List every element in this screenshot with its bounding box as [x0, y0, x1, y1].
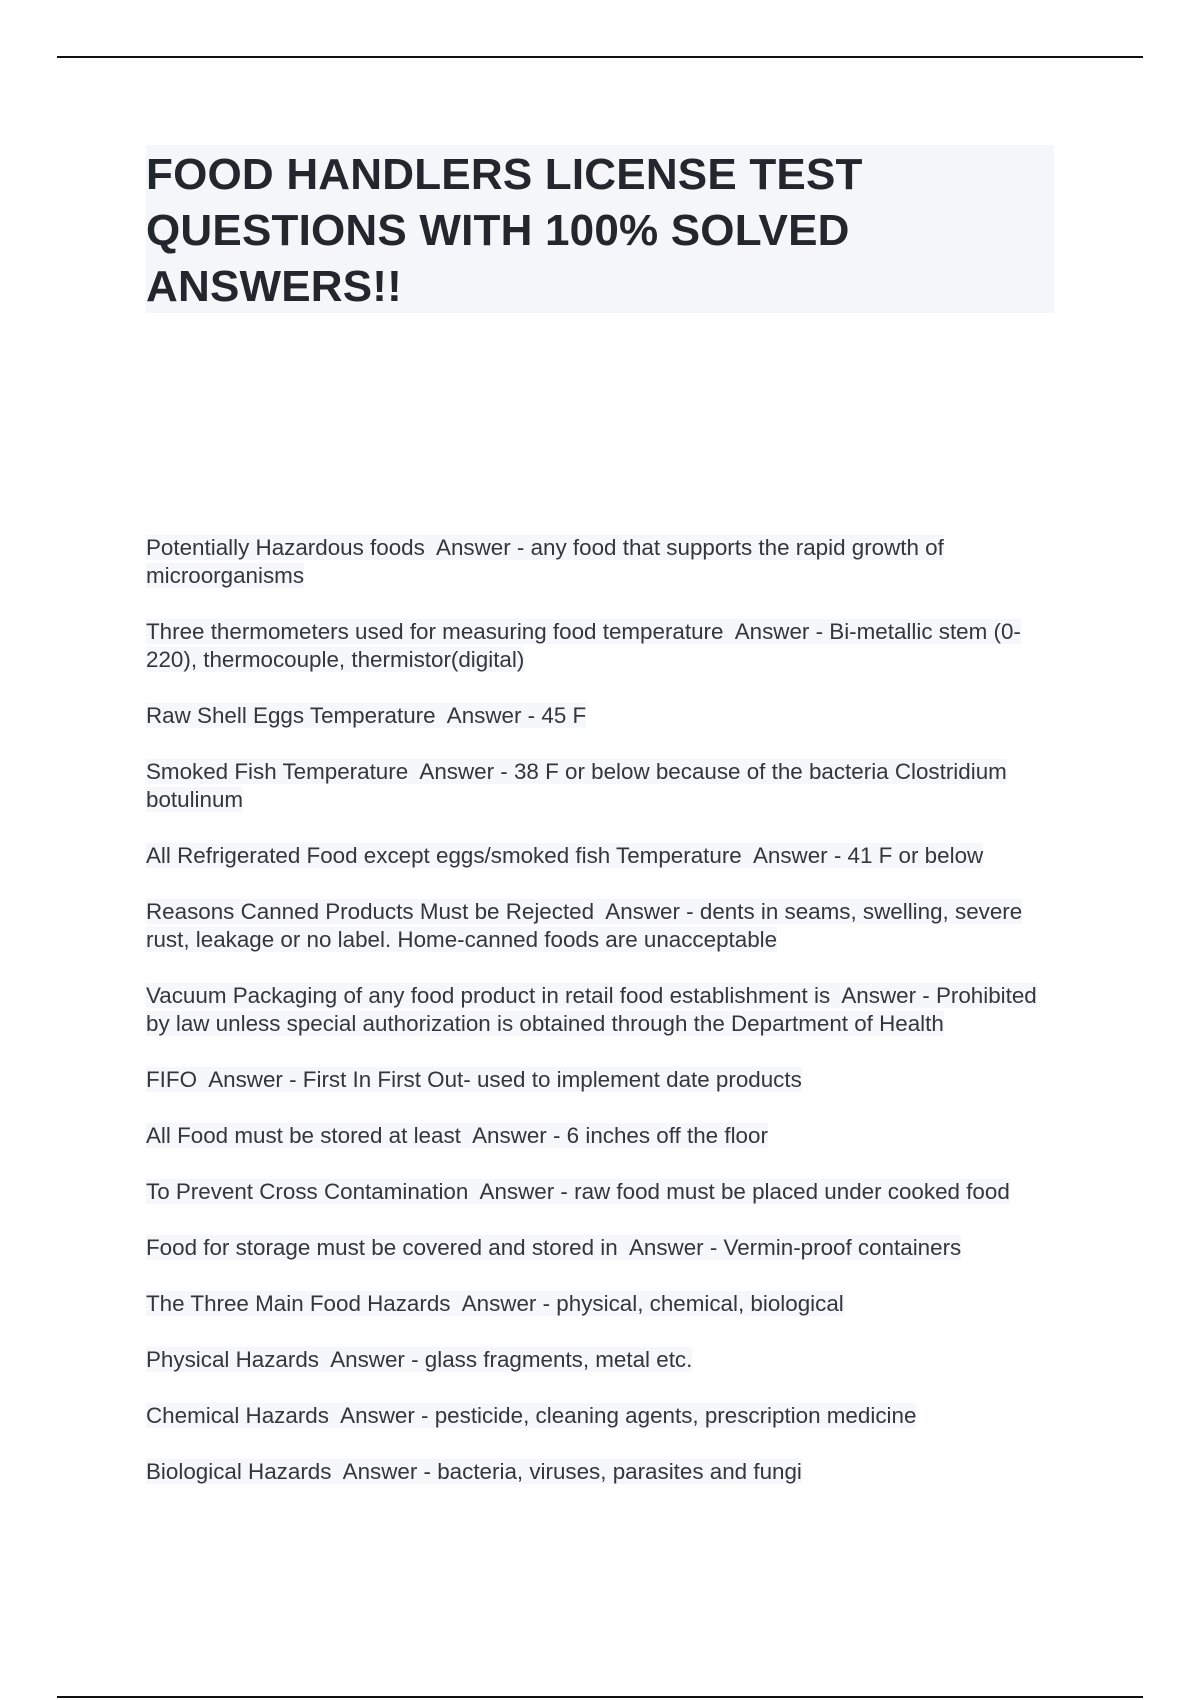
answer-text: Prohibited by law unless special authorization is obtained through the Department of Health: [146, 983, 1037, 1036]
question-text: Raw Shell Eggs Temperature: [146, 703, 436, 728]
answer-text: glass fragments, metal etc.: [424, 1347, 693, 1372]
top-rule: [57, 56, 1143, 58]
qa-item: [146, 898, 1056, 954]
question-text: Physical Hazards: [146, 1347, 319, 1372]
question-text: To Prevent Cross Contamination: [146, 1179, 469, 1204]
qa-item: [146, 534, 1056, 590]
qa-item: [146, 982, 1056, 1038]
document-title: FOOD HANDLERS LICENSE TEST QUESTIONS WITH 100% SOLVED ANSWERS!!: [146, 150, 863, 311]
answer-label: Answer -: [436, 535, 525, 560]
qa-item: [146, 618, 1056, 674]
question-text: Chemical Hazards: [146, 1403, 329, 1428]
qa-item: [146, 1402, 1056, 1430]
answer-label: Answer -: [734, 619, 824, 644]
answer-label: Answer -: [628, 1235, 718, 1260]
answer-text: 41 F or below: [847, 843, 984, 868]
question-text: Biological Hazards: [146, 1459, 332, 1484]
answer-label: Answer -: [342, 1459, 431, 1484]
answer-label: Answer -: [446, 703, 536, 728]
answer-text: raw food must be placed under cooked food: [574, 1179, 1010, 1204]
answer-text: Vermin-proof containers: [723, 1235, 962, 1260]
answer-text: 38 F or below because of the bacteria Clostridium botulinum: [146, 759, 1007, 812]
qa-item: [146, 1066, 1056, 1094]
qa-list: [146, 534, 1066, 1514]
question-text: FIFO: [146, 1067, 197, 1092]
question-text: Potentially Hazardous foods: [146, 535, 425, 560]
qa-item: [146, 758, 1056, 814]
answer-text: First In First Out- used to implement date products: [302, 1067, 802, 1092]
answer-text: any food that supports the rapid growth of microorganisms: [146, 535, 944, 588]
qa-item: [146, 1122, 1056, 1150]
title-block: [146, 145, 1054, 313]
answer-text: dents in seams, swelling, severe rust, leakage or no label. Home-canned foods are unacceptable: [146, 899, 1023, 952]
qa-item: [146, 842, 1056, 870]
answer-label: Answer -: [461, 1291, 551, 1316]
answer-label: Answer -: [340, 1403, 429, 1428]
answer-text: pesticide, cleaning agents, prescription medicine: [434, 1403, 917, 1428]
answer-text: physical, chemical, biological: [556, 1291, 844, 1316]
answer-label: Answer -: [752, 843, 842, 868]
answer-label: Answer -: [841, 983, 930, 1008]
answer-label: Answer -: [330, 1347, 419, 1372]
qa-item: [146, 1458, 1056, 1486]
question-text: All Refrigerated Food except eggs/smoked fish Temperature: [146, 843, 742, 868]
question-text: Reasons Canned Products Must be Rejected: [146, 899, 595, 924]
question-text: Food for storage must be covered and stored in: [146, 1235, 618, 1260]
answer-label: Answer -: [419, 759, 508, 784]
answer-text: Bi-metallic stem (0-220), thermocouple, thermistor(digital): [146, 619, 1021, 672]
answer-text: 45 F: [541, 703, 587, 728]
question-text: Three thermometers used for measuring food temperature: [146, 619, 724, 644]
answer-label: Answer -: [472, 1123, 561, 1148]
answer-label: Answer -: [479, 1179, 568, 1204]
qa-item: [146, 1234, 1056, 1262]
answer-label: Answer -: [605, 899, 694, 924]
answer-text: bacteria, viruses, parasites and fungi: [437, 1459, 802, 1484]
question-text: Vacuum Packaging of any food product in retail food establishment is: [146, 983, 831, 1008]
qa-item: [146, 1346, 1056, 1374]
qa-item: [146, 1178, 1056, 1206]
bottom-rule: [57, 1696, 1143, 1698]
qa-item: [146, 702, 1056, 730]
question-text: All Food must be stored at least: [146, 1123, 461, 1148]
question-text: The Three Main Food Hazards: [146, 1291, 451, 1316]
answer-text: 6 inches off the floor: [566, 1123, 768, 1148]
question-text: Smoked Fish Temperature: [146, 759, 409, 784]
answer-label: Answer -: [208, 1067, 297, 1092]
qa-item: [146, 1290, 1056, 1318]
